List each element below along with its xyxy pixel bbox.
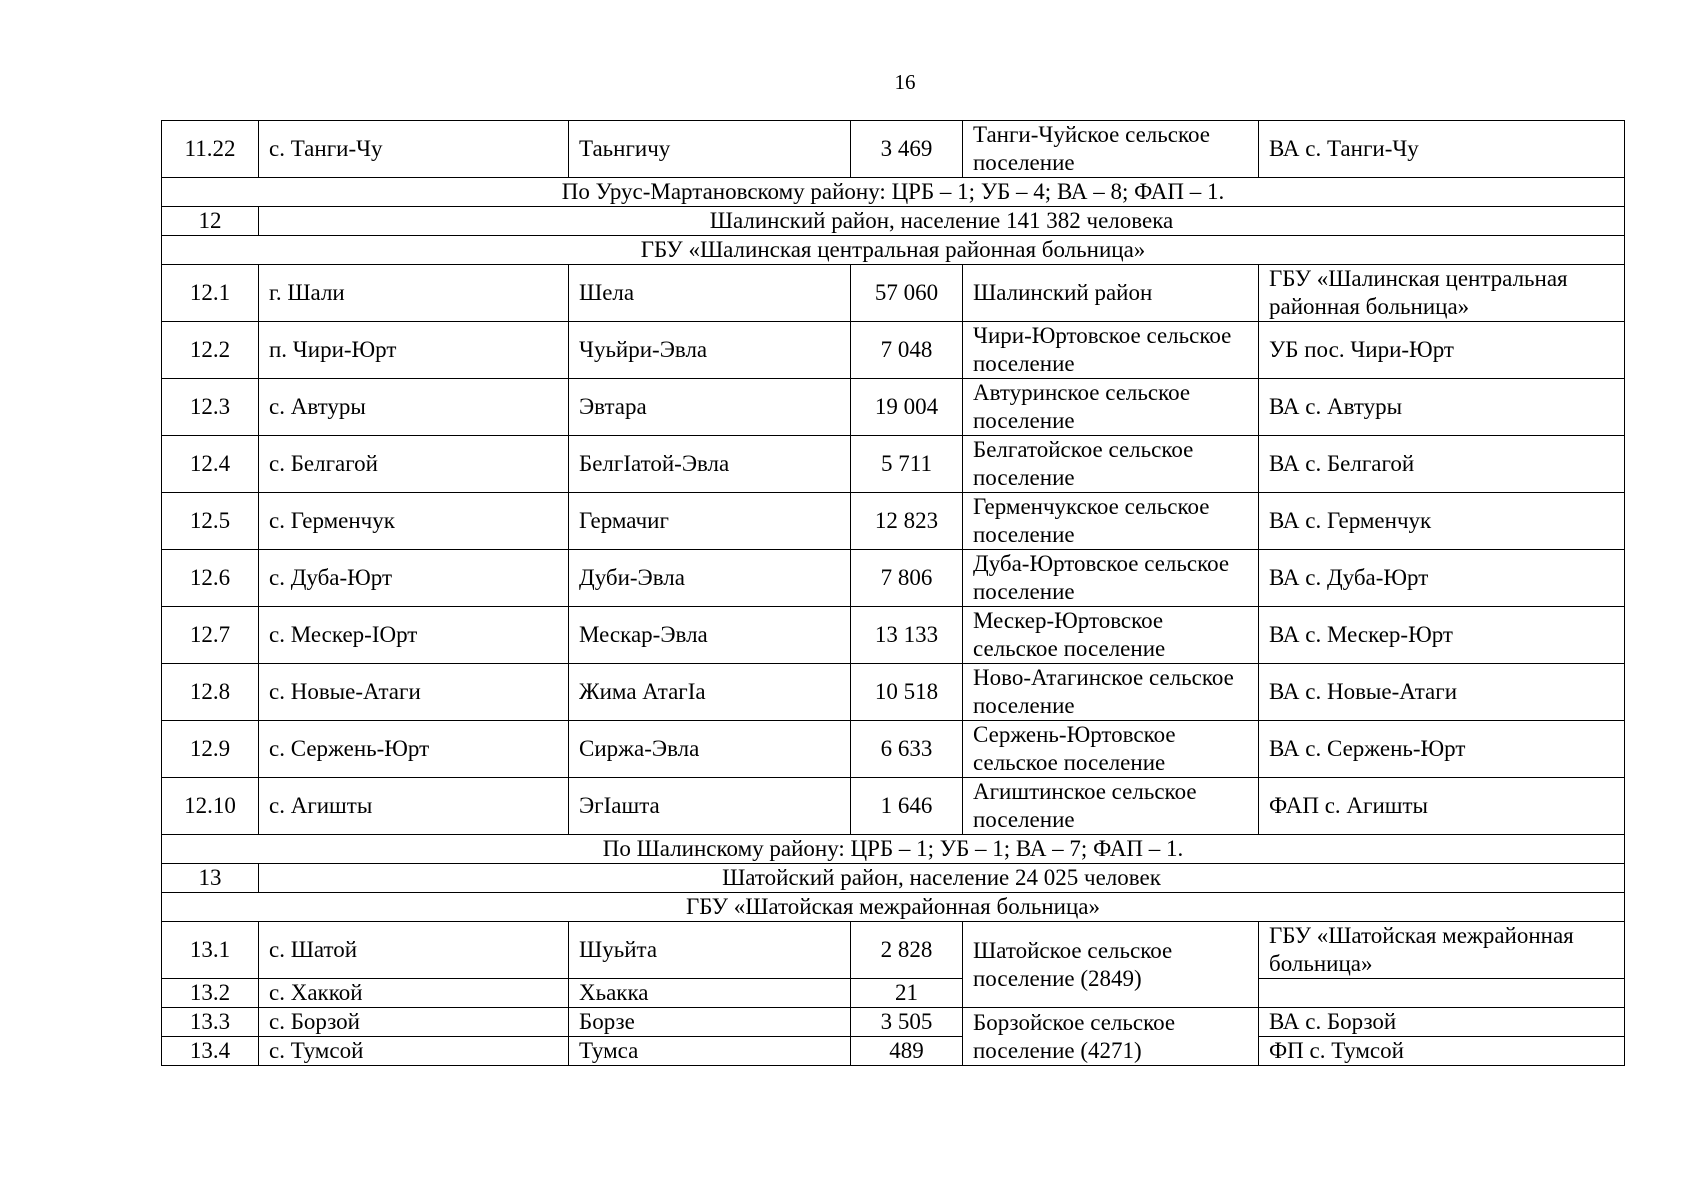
municipality: Шатойское сельское поселение (2849) (963, 922, 1259, 1008)
settlement-name: с. Хаккой (259, 979, 569, 1008)
row-number: 12.2 (162, 322, 259, 379)
settlement-name: с. Танги-Чу (259, 121, 569, 178)
settlement-name: г. Шали (259, 265, 569, 322)
municipality: Шалинский район (963, 265, 1259, 322)
facility: ВА с. Дуба-Юрт (1259, 550, 1625, 607)
chechen-name: Борзе (569, 1008, 851, 1037)
population: 10 518 (851, 664, 963, 721)
table-row (162, 979, 1625, 1008)
settlement-name: с. Дуба-Юрт (259, 550, 569, 607)
table-row (162, 922, 1625, 979)
population: 2 828 (851, 922, 963, 979)
table-row (162, 436, 1625, 493)
settlement-name: с. Борзой (259, 1008, 569, 1037)
facility: ВА с. Борзой (1259, 1008, 1625, 1037)
district-title: Шатойский район, население 24 025 человек (259, 864, 1625, 893)
row-number: 12.4 (162, 436, 259, 493)
chechen-name: Шела (569, 265, 851, 322)
facility: ГБУ «Шалинская центральная районная больница» (1259, 265, 1625, 322)
settlement-name: с. Белгагой (259, 436, 569, 493)
row-number: 12.10 (162, 778, 259, 835)
settlement-name: с. Новые-Атаги (259, 664, 569, 721)
municipality: Дуба-Юртовское сельское поселение (963, 550, 1259, 607)
settlements-table (161, 120, 1625, 1066)
table-row (162, 379, 1625, 436)
chechen-name: Эвтара (569, 379, 851, 436)
population: 57 060 (851, 265, 963, 322)
facility: ГБУ «Шатойская межрайонная больница» (1259, 922, 1625, 979)
summary-row (162, 178, 1625, 207)
facility: ФАП с. Агишты (1259, 778, 1625, 835)
settlement-name: п. Чири-Юрт (259, 322, 569, 379)
municipality: Сержень-Юртовское сельское поселение (963, 721, 1259, 778)
settlement-name: с. Мескер-IОрт (259, 607, 569, 664)
table-row (162, 778, 1625, 835)
population: 3 505 (851, 1008, 963, 1037)
population: 5 711 (851, 436, 963, 493)
municipality: Ново-Атагинское сельское поселение (963, 664, 1259, 721)
population: 7 048 (851, 322, 963, 379)
settlement-name: с. Автуры (259, 379, 569, 436)
settlement-name: с. Агишты (259, 778, 569, 835)
chechen-name: Мескар-Эвла (569, 607, 851, 664)
row-number: 12.5 (162, 493, 259, 550)
chechen-name: Сиржа-Эвла (569, 721, 851, 778)
facility (1259, 979, 1625, 1008)
table-row (162, 265, 1625, 322)
facility: ВА с. Сержень-Юрт (1259, 721, 1625, 778)
population: 19 004 (851, 379, 963, 436)
district-title: Шалинский район, население 141 382 человека (259, 207, 1625, 236)
district-summary: По Шалинскому району: ЦРБ – 1; УБ – 1; ВА – 7; ФАП – 1. (162, 835, 1625, 864)
hospital-row (162, 893, 1625, 922)
municipality: Танги-Чуйское сельское поселение (963, 121, 1259, 178)
row-number: 12.3 (162, 379, 259, 436)
row-number: 12.6 (162, 550, 259, 607)
chechen-name: Чуьйри-Эвла (569, 322, 851, 379)
district-summary: По Урус-Мартановскому району: ЦРБ – 1; УБ – 4; ВА – 8; ФАП – 1. (162, 178, 1625, 207)
population: 6 633 (851, 721, 963, 778)
chechen-name: Хьакка (569, 979, 851, 1008)
district-row (162, 207, 1625, 236)
facility: ВА с. Белгагой (1259, 436, 1625, 493)
population: 21 (851, 979, 963, 1008)
row-number: 12.7 (162, 607, 259, 664)
row-number: 11.22 (162, 121, 259, 178)
hospital-title: ГБУ «Шалинская центральная районная больница» (162, 236, 1625, 265)
table-row (162, 1037, 1625, 1066)
row-number: 13.1 (162, 922, 259, 979)
table-row (162, 550, 1625, 607)
population: 12 823 (851, 493, 963, 550)
hospital-row (162, 236, 1625, 265)
facility: ВА с. Мескер-Юрт (1259, 607, 1625, 664)
population: 13 133 (851, 607, 963, 664)
municipality: Мескер-Юртовское сельское поселение (963, 607, 1259, 664)
chechen-name: Жима АтагIа (569, 664, 851, 721)
table-row (162, 607, 1625, 664)
facility: ФП с. Тумсой (1259, 1037, 1625, 1066)
facility: ВА с. Новые-Атаги (1259, 664, 1625, 721)
district-number: 13 (162, 864, 259, 893)
table-row (162, 493, 1625, 550)
row-number: 12.1 (162, 265, 259, 322)
facility: ВА с. Герменчук (1259, 493, 1625, 550)
municipality: Автуринское сельское поселение (963, 379, 1259, 436)
municipality: Белгатойское сельское поселение (963, 436, 1259, 493)
population: 489 (851, 1037, 963, 1066)
settlement-name: с. Сержень-Юрт (259, 721, 569, 778)
municipality: Агиштинское сельское поселение (963, 778, 1259, 835)
chechen-name: Шуьйта (569, 922, 851, 979)
facility: ВА с. Автуры (1259, 379, 1625, 436)
settlement-name: с. Шатой (259, 922, 569, 979)
chechen-name: Дуби-Эвла (569, 550, 851, 607)
chechen-name: Тумса (569, 1037, 851, 1066)
hospital-title: ГБУ «Шатойская межрайонная больница» (162, 893, 1625, 922)
table-row (162, 1008, 1625, 1037)
chechen-name: Гермачиг (569, 493, 851, 550)
population: 3 469 (851, 121, 963, 178)
row-number: 12.8 (162, 664, 259, 721)
chechen-name: БелгIатой-Эвла (569, 436, 851, 493)
municipality: Герменчукское сельское поселение (963, 493, 1259, 550)
table-row (162, 721, 1625, 778)
district-row (162, 864, 1625, 893)
facility: УБ пос. Чири-Юрт (1259, 322, 1625, 379)
table-row (162, 121, 1625, 178)
facility: ВА с. Танги-Чу (1259, 121, 1625, 178)
table-row (162, 322, 1625, 379)
row-number: 12.9 (162, 721, 259, 778)
population: 1 646 (851, 778, 963, 835)
page-number: 16 (894, 70, 916, 94)
table-row (162, 664, 1625, 721)
municipality: Чири-Юртовское сельское поселение (963, 322, 1259, 379)
settlement-name: с. Герменчук (259, 493, 569, 550)
row-number: 13.2 (162, 979, 259, 1008)
row-number: 13.3 (162, 1008, 259, 1037)
row-number: 13.4 (162, 1037, 259, 1066)
summary-row (162, 835, 1625, 864)
chechen-name: Таьнгичу (569, 121, 851, 178)
population: 7 806 (851, 550, 963, 607)
settlement-name: с. Тумсой (259, 1037, 569, 1066)
municipality: Борзойское сельское поселение (4271) (963, 1008, 1259, 1066)
district-number: 12 (162, 207, 259, 236)
chechen-name: ЭгIашта (569, 778, 851, 835)
